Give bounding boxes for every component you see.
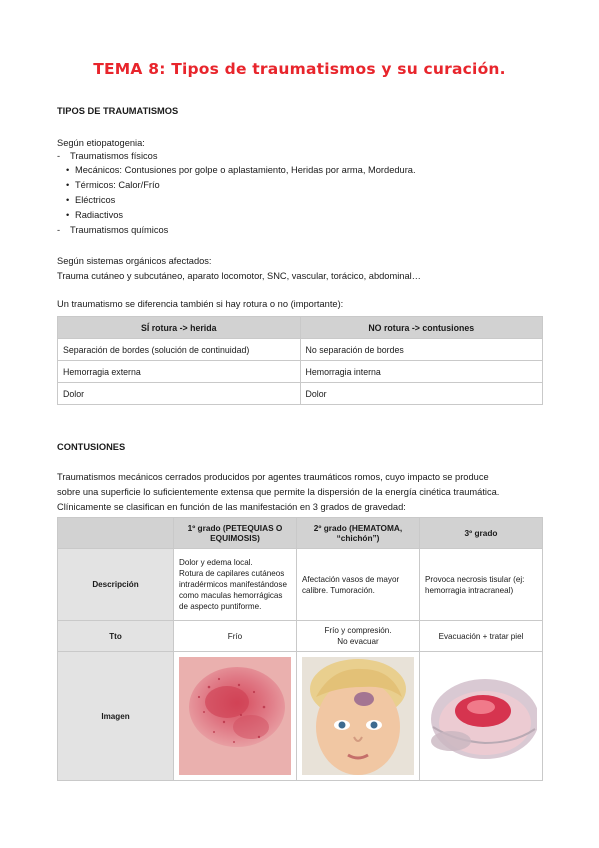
table-header-cell: 3º grado xyxy=(420,518,543,549)
sistemas-label: Según sistemas orgánicos afectados: xyxy=(57,256,212,266)
etiopatogenia-label: Según etiopatogenia: xyxy=(57,138,145,148)
table-row xyxy=(58,361,543,383)
dash-marker: - xyxy=(57,151,61,161)
table-cell: Provoca necrosis tisular (ej: hemorragia intracraneal) xyxy=(420,549,543,621)
page-title: TEMA 8: Tipos de traumatismos y su curación. xyxy=(93,60,506,78)
table-cell: Frío y compresión. No evacuar xyxy=(297,621,420,652)
bullet-marker: • xyxy=(66,165,70,175)
section-heading-contusiones: CONTUSIONES xyxy=(57,442,126,452)
table-header-cell: NO rotura -> contusiones xyxy=(300,317,543,339)
table-row xyxy=(58,652,543,781)
table-header-cell: 1º grado (PETEQUIAS O EQUIMOSIS) xyxy=(174,518,297,549)
fisicos-subitem: Radiactivos xyxy=(75,210,124,220)
paragraph-line: Traumatismos mecánicos cerrados producidos por agentes traumáticos romos, cuyo impacto se produce xyxy=(57,472,489,482)
row-label-imagen: Imagen xyxy=(58,652,174,781)
fisicos-subitem: Térmicos: Calor/Frío xyxy=(75,180,160,190)
table-cell: Dolor xyxy=(58,383,301,405)
rotura-intro: Un traumatismo se diferencia también si hay rotura o no (importante): xyxy=(57,299,344,309)
table-cell: No separación de bordes xyxy=(300,339,543,361)
table-row xyxy=(58,383,543,405)
fisicos-subitem: Mecánicos: Contusiones por golpe o aplastamiento, Heridas por arma, Mordedura. xyxy=(75,165,416,175)
table-header-cell xyxy=(58,518,174,549)
paragraph-line: Clínicamente se clasifican en función de las manifestación en 3 grados de gravedad: xyxy=(57,502,406,512)
row-label-descripcion: Descripción xyxy=(58,549,174,621)
paragraph-line: sobre una superficie lo suficientemente extensa que permite la dispersión de la energía cinética traumática. xyxy=(57,487,500,497)
fisicos-subitem: Eléctricos xyxy=(75,195,116,205)
table-cell: Hemorragia interna xyxy=(300,361,543,383)
fisicos-item: Traumatismos físicos xyxy=(70,151,158,161)
table-cell xyxy=(297,652,420,781)
row-label-tto: Tto xyxy=(58,621,174,652)
section-heading-tipos: TIPOS DE TRAUMATISMOS xyxy=(57,106,179,116)
table-cell: Hemorragia externa xyxy=(58,361,301,383)
table-cell xyxy=(420,652,543,781)
rotura-table xyxy=(57,316,543,405)
bullet-marker: • xyxy=(66,195,70,205)
table-cell: Afectación vasos de mayor calibre. Tumoración. xyxy=(297,549,420,621)
petechiae-image xyxy=(179,657,291,775)
table-row xyxy=(58,339,543,361)
table-row xyxy=(58,621,543,652)
table-cell: Separación de bordes (solución de continuidad) xyxy=(58,339,301,361)
table-header-cell: SÍ rotura -> herida xyxy=(58,317,301,339)
table-header-row xyxy=(58,317,543,339)
contusiones-table xyxy=(57,517,543,781)
table-header-cell: 2º grado (HEMATOMA, “chichón”) xyxy=(297,518,420,549)
table-cell: Dolor y edema local. Rotura de capilares cutáneos intradérmicos manifestándose como maculas hemorrágicas de aspecto puntiforme. xyxy=(174,549,297,621)
bullet-marker: • xyxy=(66,180,70,190)
table-header-row xyxy=(58,518,543,549)
table-cell: Frío xyxy=(174,621,297,652)
table-cell xyxy=(174,652,297,781)
quimicos-item: Traumatismos químicos xyxy=(70,225,169,235)
table-row xyxy=(58,549,543,621)
intracranial-hemorrhage-image xyxy=(425,671,537,761)
table-cell: Evacuación + tratar piel xyxy=(420,621,543,652)
hematoma-child-image xyxy=(302,657,414,775)
sistemas-text: Trauma cutáneo y subcutáneo, aparato locomotor, SNC, vascular, torácico, abdominal… xyxy=(57,271,421,281)
dash-marker: - xyxy=(57,225,61,235)
bullet-marker: • xyxy=(66,210,70,220)
table-cell: Dolor xyxy=(300,383,543,405)
